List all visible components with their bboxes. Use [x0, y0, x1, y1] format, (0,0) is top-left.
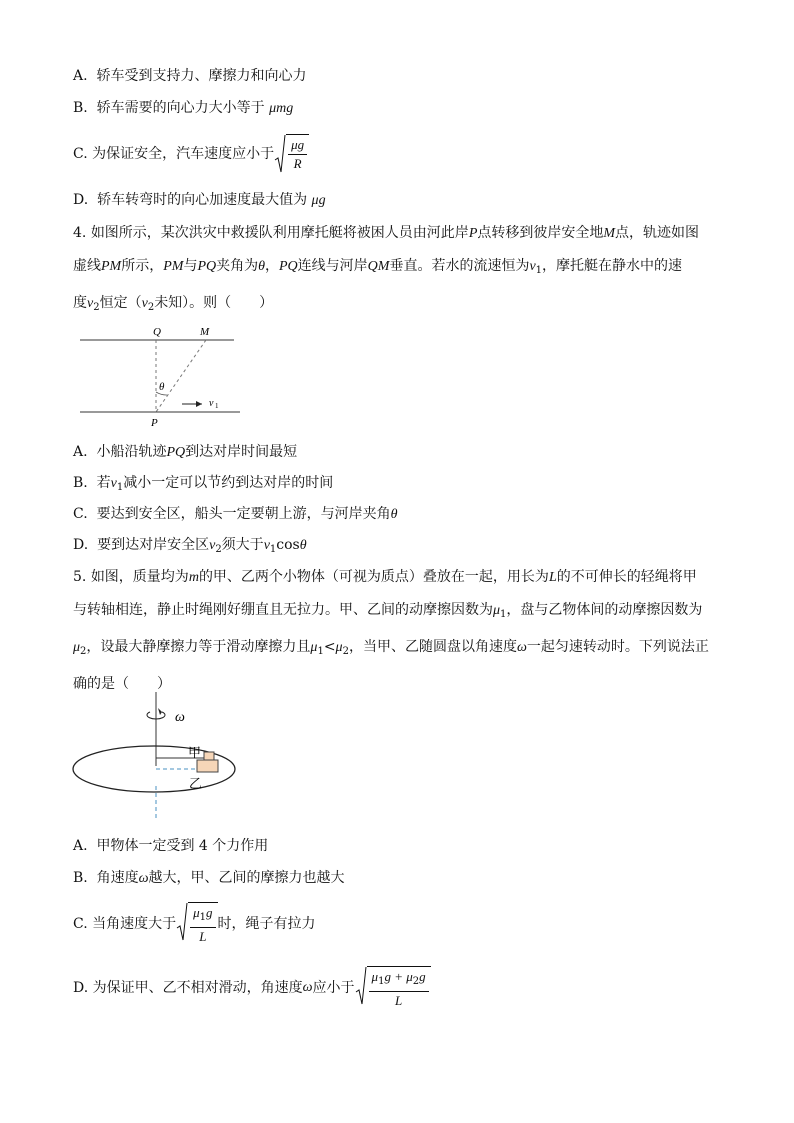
label-p: P	[151, 417, 158, 428]
q4-option-a: A. 小船沿轨迹PQ到达对岸时间最短	[73, 444, 298, 460]
q5-option-c: C. 当角速度大于 $\frac{\mu_1g}{L}$ 时，绳子有拉力	[73, 902, 316, 945]
q4-stem: 4. 如图所示，某次洪灾中救援队利用摩托艇将被困人员由河此岸P点转移到彼岸安全地M点，轨迹如图 虚线PM所示，PM与PQ夹角为θ，PQ连线与河岸QM垂直。若水的流速恒为$v_1$，摩托艇在静水中的速 度$v_2$恒定（$v_2$未知）。则（ ）	[73, 225, 700, 313]
omega-arrowhead	[158, 708, 162, 715]
q5-option-b: B. 角速度ω越大，甲、乙间的摩擦力也越大	[73, 870, 345, 886]
q4-option-c: C. 要达到安全区，船头一定要朝上游，与河岸夹角θ	[73, 506, 398, 522]
radical-sign	[355, 966, 367, 1006]
sqrt-expression: $\frac{\mu_1g + \mu_2g}{L}$	[355, 966, 431, 1009]
label-jia: 甲	[188, 745, 202, 760]
q4-option-d: D. 要到达对岸安全区$v_2$须大于$v_1\cos\theta$	[73, 537, 307, 555]
q3-option-a: A. 轿车受到支持力、摩擦力和向心力	[73, 68, 307, 84]
q5-stem: 5. 如图，质量均为m的甲、乙两个小物体（可视为质点）叠放在一起，用长为L的不可伸长的轻绳将甲 与转轴相连，静止时绳刚好绷直且无拉力。甲、乙间的动摩擦因数为$\mu_1$，盘与乙物体间的动摩擦因数为 $\mu_2$，设最大静摩擦力等于滑动摩擦力且$\mu_1<\mu_2$，当甲、乙随圆盘以角速度ω一起匀速转动时。下列说法正 确的是（ ）	[73, 569, 709, 692]
v1-arrowhead	[196, 401, 202, 407]
sqrt-expression: $\frac{\mu g}{R}$	[274, 134, 309, 174]
object-jia	[204, 752, 214, 760]
pm-dashed-line	[156, 340, 206, 412]
label-yi: 乙	[189, 776, 203, 791]
q5-option-d: D. 为保证甲、乙不相对滑动，角速度 ω 应小于 $\frac{\mu_1g + \mu_2g}{L}$	[73, 966, 431, 1009]
q3-option-c: C. 为保证安全，汽车速度应小于 $\frac{\mu g}{R}$	[73, 134, 309, 174]
river-crossing-figure	[78, 320, 248, 428]
object-yi	[197, 760, 218, 772]
q5-option-a: A. 甲物体一定受到 4 个力作用	[73, 838, 269, 854]
label-v: v	[209, 398, 214, 409]
label-m: M	[200, 326, 210, 338]
sqrt-expression: $\frac{\mu_1g}{L}$	[176, 902, 217, 945]
q3-option-b: B. 轿车需要的向心力大小等于 μmg	[73, 100, 294, 116]
radical-sign	[274, 134, 286, 174]
rotating-disc-figure	[70, 688, 242, 822]
q4-option-b: B. 若$v_1$减小一定可以节约到达对岸的时间	[73, 475, 334, 493]
label-theta: θ	[159, 381, 165, 393]
radical-sign	[176, 902, 188, 942]
label-v-sub: 1	[215, 402, 219, 410]
q3-option-d: D. 轿车转弯时的向心加速度最大值为 μg	[73, 192, 326, 208]
label-q: Q	[153, 326, 161, 338]
label-omega: ω	[175, 710, 185, 725]
